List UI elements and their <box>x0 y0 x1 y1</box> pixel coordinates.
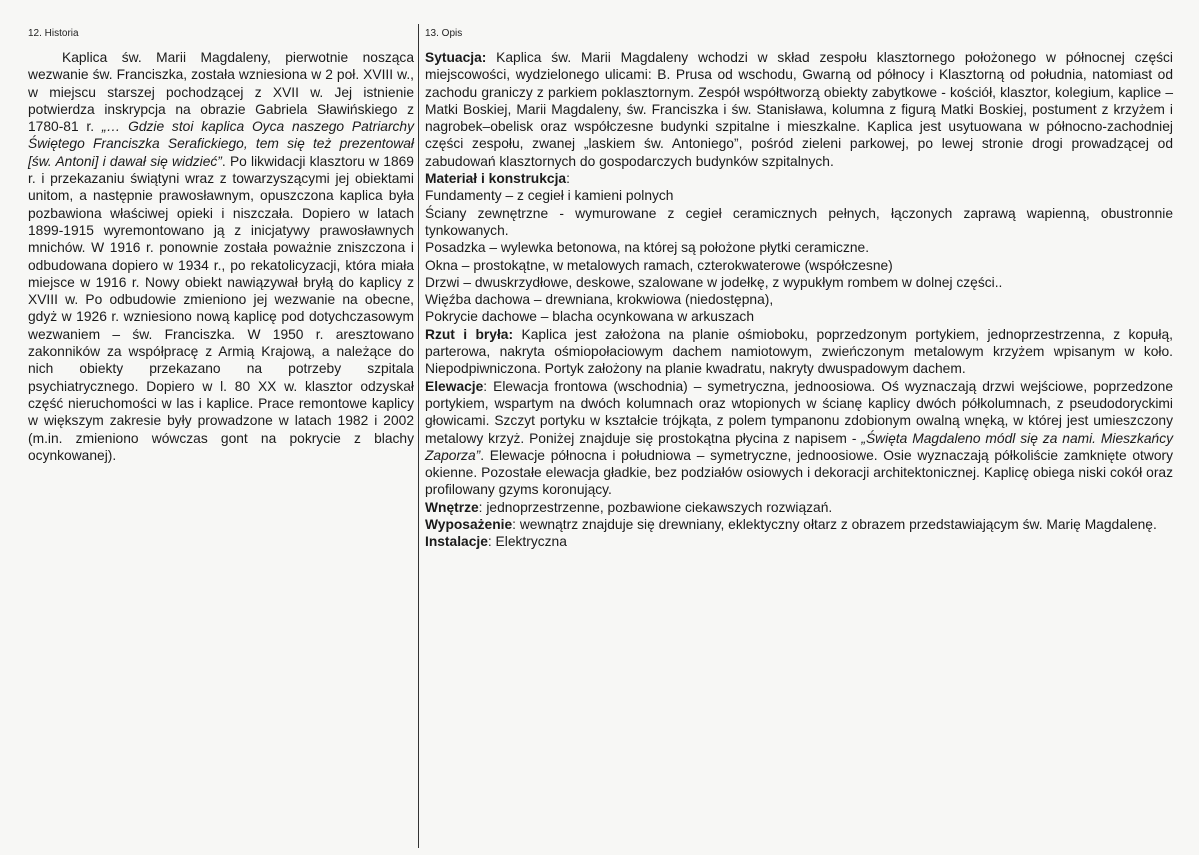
history-text-1: Kaplica św. Marii Magdaleny, pierwotnie nosząca wezwanie św. Franciszka, została wzniesiona w 2 poł. XVIII w., w miejscu starszej pochodzącej z XVII w. Jej istnienie potwierdza inskrypcja na obrazie Gabriela Sławińskiego z 1780-81 r. <box>28 50 414 135</box>
description-header: 13. Opis <box>425 28 463 39</box>
rzut-section <box>425 326 1173 378</box>
instalacje-section <box>425 533 1173 550</box>
rzut-text: Kaplica jest założona na planie ośmioboku, poprzedzonym portykiem, jednoprzestrzenna, z kopułą, parterowa, nakryta ośmiopołaciowym dachem namiotowym, zwieńczonym metalowym krzyżem wpisanym w koło. Niepodpiwniczona. Portyk założony na planie kwadratu, nakryty dwuspadowym dachem. <box>425 326 1173 377</box>
wnetrze-label: Wnętrze <box>425 499 479 515</box>
history-text-2: . Po likwidacji klasztoru w 1869 r. i przekazaniu świątyni wraz z towarzyszącymi jej obiektami unitom, a następnie prawosławnym, opuszczona kaplica była pozbawiona właściwej opieki i niszczała. Dopiero w latach 1899-1915 wyremontowano ją z inicjatywy prawosławnych mnichów. W 1916 r. ponownie została poważnie zniszczona i odbudowana dopiero w 1934 r., po rekatolicyzacji, która miała miejsce w 1916 r. Nowy obiekt nawiązywał bryłą do kaplicy z XVIII w. Po odbudowie zmieniono jej wezwanie na obecne, gdyż w 1926 r. wzniesiono nową kaplicę pod dotychczasowym wezwaniem – św. Franciszka. W 1950 r. aresztowano zakonników za współpracę z Armią Krajową, a należące do nich obiekty przekazano na potrzeby szpitala psychiatrycznego. Dopiero w l. 80 XX w. klasztor odzyskał część nieruchomości w las i kaplice. Prace remontowe kaplicy w większym zakresie były prowadzone w latach 1982 i 2002 (m.in. zmieniono wówczas gont na pokrycie z blachy ocynkowanej). <box>28 153 414 463</box>
wyposazenie-section <box>425 516 1173 533</box>
material-line-drzwi: Drzwi – dwuskrzydłowe, deskowe, szalowane w jodełkę, z wypukłym rombem w dolnej części.. <box>425 274 1003 290</box>
material-line-pokrycie: Pokrycie dachowe – blacha ocynkowana w arkuszach <box>425 309 755 325</box>
material-heading <box>425 170 1173 187</box>
material-line-posadzka: Posadzka – wylewka betonowa, na której są położone płytki ceramiczne. <box>425 240 870 256</box>
history-quote: „… Gdzie stoi kaplica Oyca naszego Patriarchy Świętego Franciszka Serafickiego, tem się też prezentował [św. Antoni] i dawał się widzieć” <box>28 119 415 169</box>
material-line-wiezba: Więźba dachowa – drewniana, krokwiowa (niedostępna), <box>425 292 774 308</box>
instalacje-label: Instalacje <box>425 534 488 550</box>
wnetrze-section <box>425 499 1173 516</box>
material-line-fundamenty: Fundamenty – z cegieł i kamieni polnych <box>425 188 674 204</box>
elewacje-text-a: : Elewacja frontowa (wschodnia) – symetryczna, jednoosiowa. Oś wyznaczają drzwi wejściowe, poprzedzone portykiem, wspartym na dwóch kolumnach oraz wtopionych w ścianę kaplicy dwóch półkolumnach, z pseudodoryckimi głowicami. Szczyt portyku w kształcie trójkąta, z polem tympanonu zdobionym owalną wnęką, w której jest umieszczony metalowy krzyż. Poniżej znajduje się prostokątna płycina z napisem - <box>425 378 1173 446</box>
description-column <box>425 28 1173 551</box>
material-label: Materiał i konstrukcja <box>425 171 567 187</box>
material-colon: : <box>566 171 570 187</box>
rzut-label: Rzut i bryła: <box>425 326 514 342</box>
elewacje-label: Elewacje <box>425 378 484 394</box>
material-line-sciany: Ściany zewnętrzne - wymurowane z cegieł ceramicznych pełnych, łączonych zaprawą wapienną, obustronnie tynkowanych. <box>425 205 1173 238</box>
elewacje-section <box>425 378 1173 499</box>
sytuacja-section <box>425 49 1173 170</box>
material-line-okna: Okna – prostokątne, w metalowych ramach, czterokwaterowe (współczesne) <box>425 257 893 273</box>
history-column <box>28 28 414 464</box>
history-paragraph <box>28 49 414 464</box>
sytuacja-label: Sytuacja: <box>425 50 487 65</box>
elewacje-text-b: . Elewacje północna i południowa – symetryczne, jednoosiowe. Osie wyznaczają półkoliście zamknięte otwory okienne. Pozostałe elewacja gładkie, bez podziałów osiowych i dekoracji architektonicznej. Kaplicę obiega niski cokół oraz profilowany gzyms koronujący. <box>425 447 1173 498</box>
history-header: 12. Historia <box>28 28 79 39</box>
wyposazenie-label: Wyposażenie <box>425 517 513 533</box>
column-divider <box>418 24 419 848</box>
sytuacja-text: Kaplica św. Marii Magdaleny wchodzi w skład zespołu klasztornego położonego w północnej części miejscowości, wydzielonego ulicami: B. Prusa od wschodu, Gwarną od północy i Klasztorną od południa, natomiast od zachodu graniczy z parkiem poklasztornym. Zespół współtworzą obiekty zabytkowe - kościół, klasztor, kolegium, kaplice – Matki Boskiej, Marii Magdaleny, św. Franciszka i św. Stanisława, kolumna z figurą Matki Boskiej, postument z krzyżem i nagrobek–obelisk oraz współczesne budynki szpitalne i mieszkalne. Kaplica jest usytuowana w północno-zachodniej części zespołu, zwanej „laskiem św. Antoniego”, pośród zieleni parkowej, po lewej stronie drogi prowadzącej od zabudowań klasztornych do gospodarczych budynków szpitalnych. <box>425 50 1173 169</box>
elewacje-inscription: „Święta Magdaleno módl się za nami. Mieszkańcy Zaporza” <box>425 430 1173 463</box>
wnetrze-text: : jednoprzestrzenne, pozbawione ciekawszych rozwiązań. <box>478 499 833 515</box>
wyposazenie-text: : wewnątrz znajduje się drewniany, eklektyczny ołtarz z obrazem przedstawiającym św. Marię Magdalenę. <box>512 517 1157 533</box>
instalacje-text: : Elektryczna <box>487 534 567 550</box>
